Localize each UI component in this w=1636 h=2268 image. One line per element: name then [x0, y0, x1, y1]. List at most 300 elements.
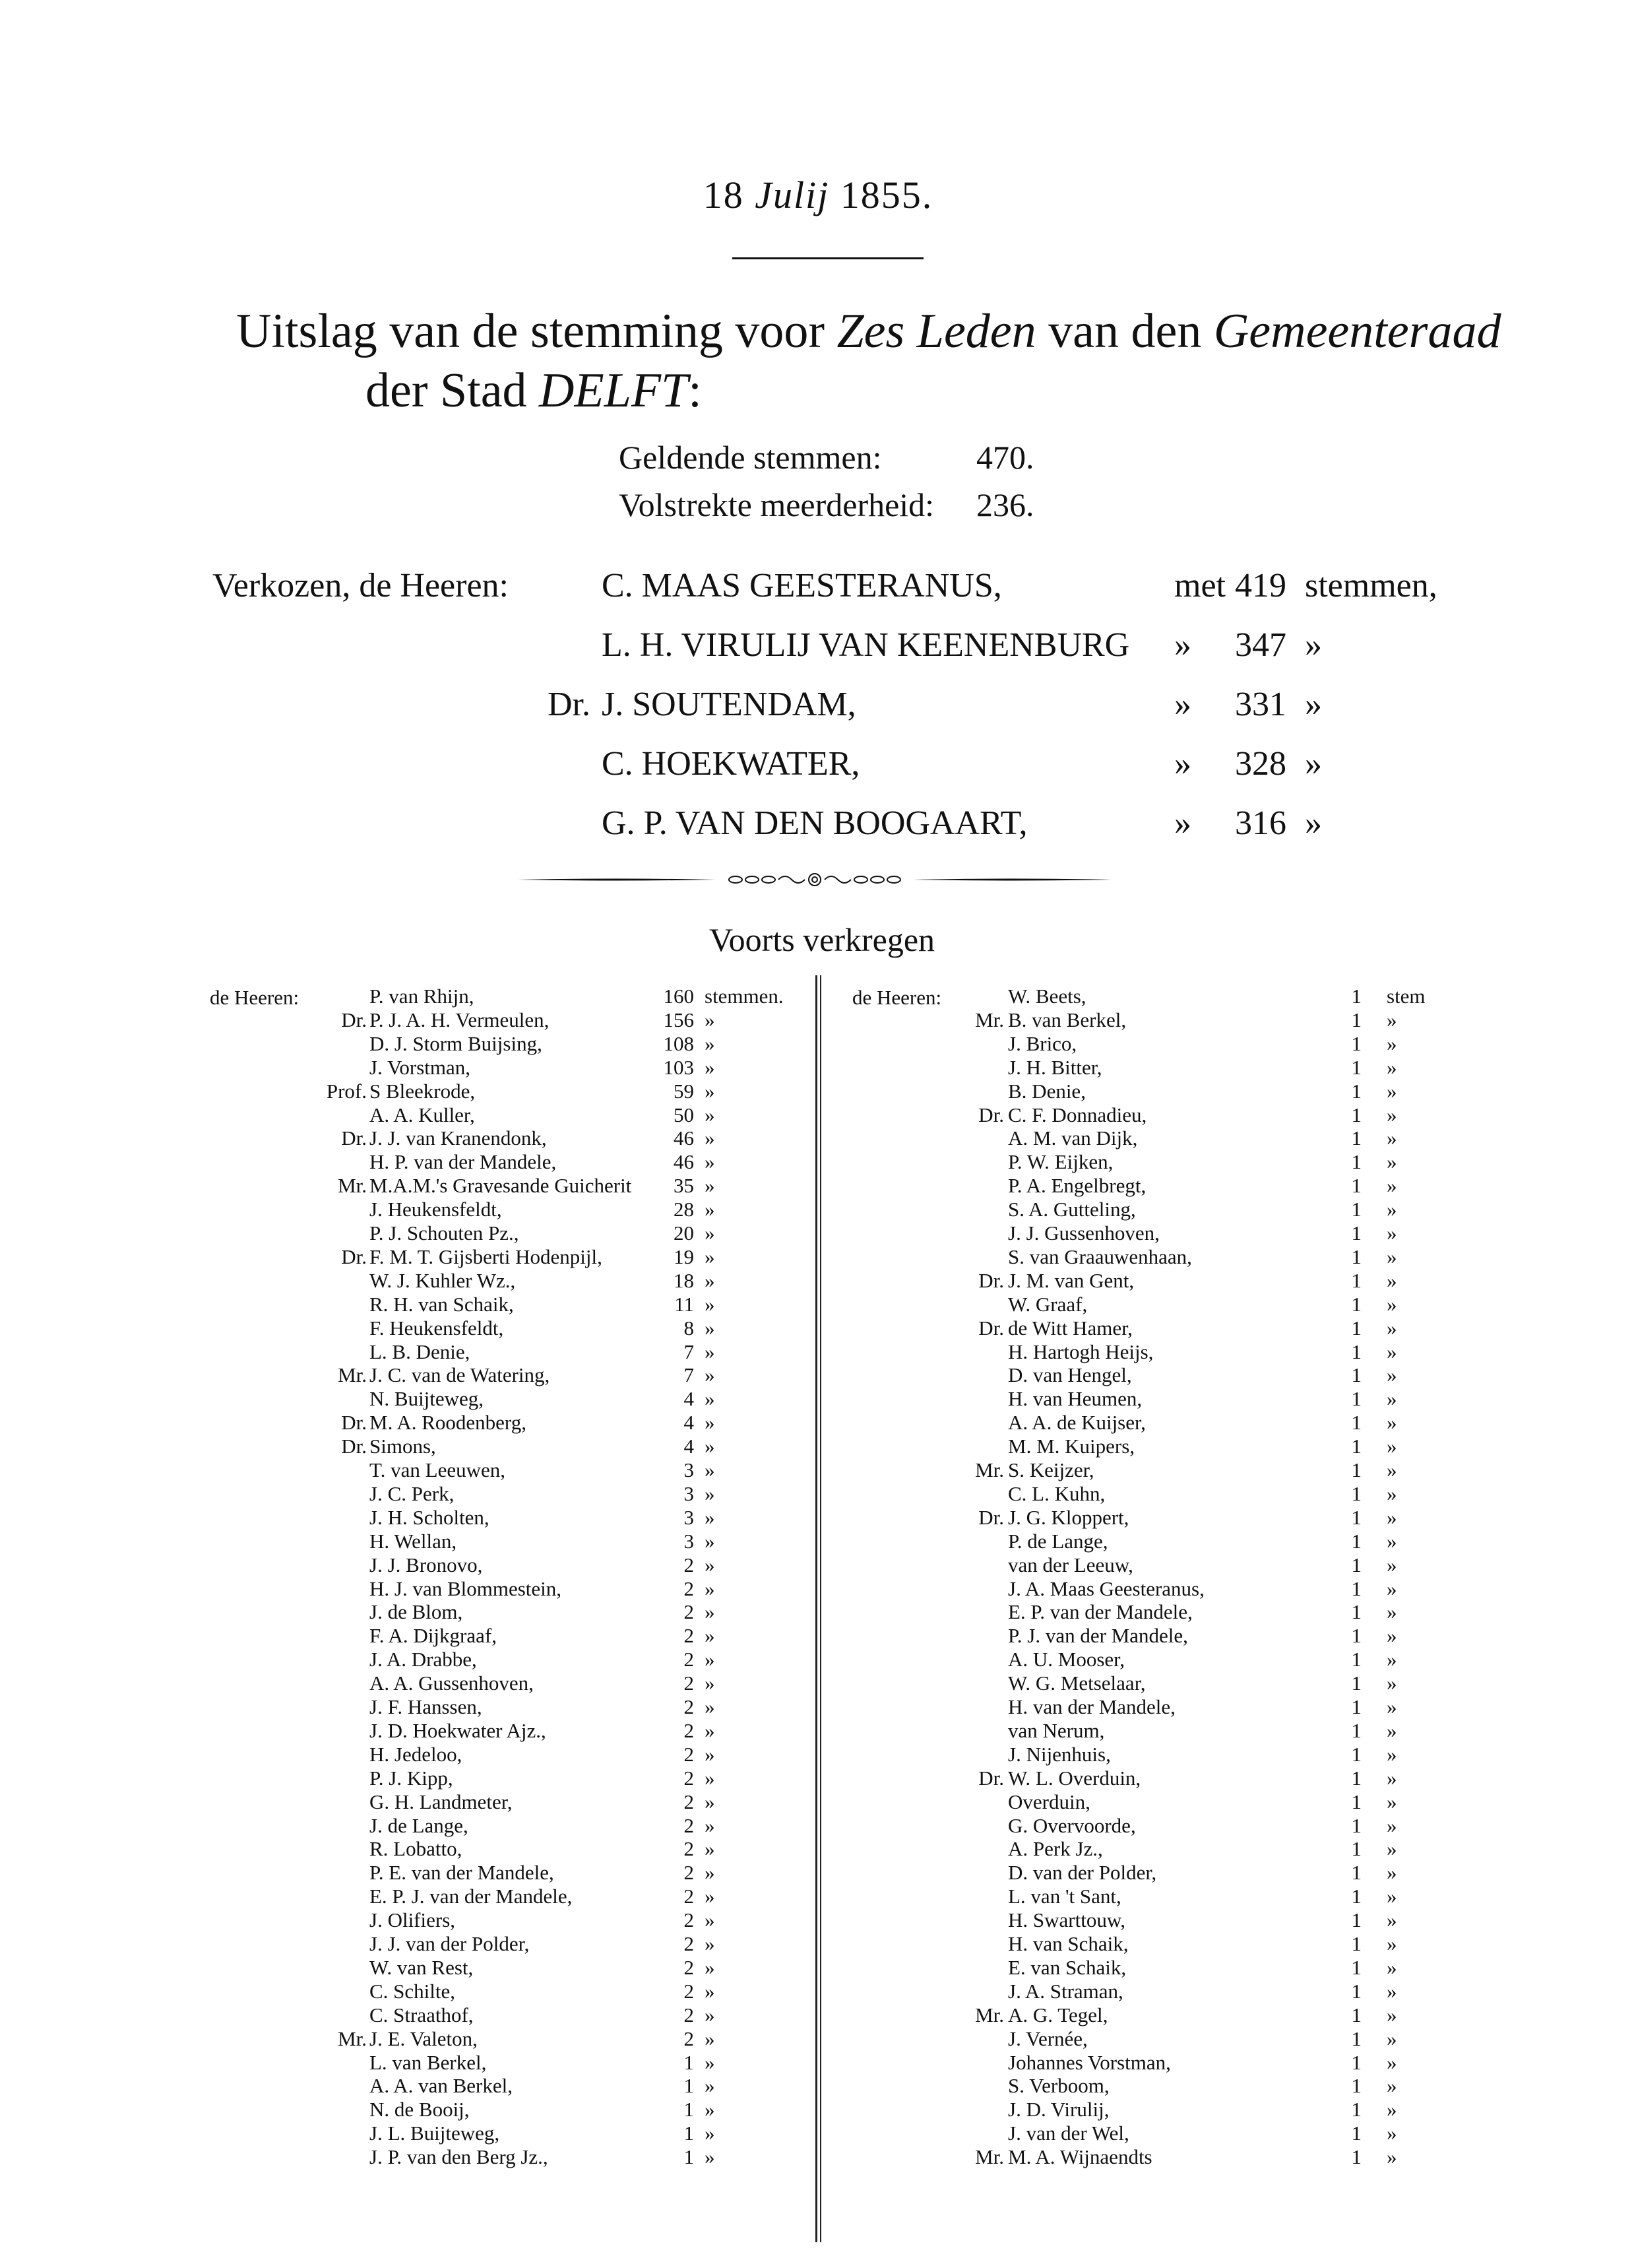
- majority-value: 236.: [976, 486, 1034, 523]
- vote-unit: »: [1387, 2074, 1397, 2098]
- vote-count: 1: [1351, 1885, 1362, 1908]
- title-prefix: Dr.: [978, 1766, 1004, 1790]
- vote-unit: »: [1387, 2098, 1397, 2122]
- vote-count: 1: [1351, 1221, 1362, 1245]
- vote-unit: »: [705, 2026, 715, 2050]
- vote-count: 20: [674, 1221, 694, 1245]
- document-title-line2: [365, 363, 702, 419]
- title-prefix: Mr.: [338, 2026, 367, 2050]
- title-prefix: Dr.: [341, 1008, 367, 1031]
- title-prefix: Dr.: [341, 1411, 367, 1435]
- vote-count: 35: [674, 1174, 694, 1198]
- list-item: [0, 1150, 1636, 1174]
- vote-count: 46: [674, 1126, 694, 1150]
- vote-unit: »: [1387, 2050, 1397, 2074]
- vote-count: 1: [1351, 1648, 1362, 1671]
- candidate-name: H. van Schaik,: [1008, 1932, 1129, 1955]
- vote-count: 2: [683, 1695, 694, 1718]
- elected-marker: »: [1174, 686, 1191, 723]
- candidate-name: M.A.M.'s Gravesande Guicherit: [369, 1174, 632, 1198]
- title-prefix: Dr.: [978, 1103, 1004, 1126]
- vote-unit: »: [705, 1458, 715, 1481]
- candidate-name: C. Schilte,: [369, 1979, 456, 2003]
- vote-count: 1: [1351, 1790, 1362, 1813]
- document-title: [236, 304, 1501, 360]
- vote-unit: »: [1387, 1363, 1397, 1387]
- vote-count: 28: [674, 1198, 694, 1221]
- vote-count: 1: [683, 2145, 694, 2169]
- vote-unit: »: [705, 1268, 715, 1292]
- vote-count: 1: [1351, 1955, 1362, 1979]
- candidate-name: P. J. Kipp,: [369, 1766, 453, 1790]
- vote-unit: »: [705, 2003, 715, 2026]
- candidate-name: M. A. Wijnaendts: [1008, 2145, 1152, 2169]
- vote-count: 1: [683, 2074, 694, 2098]
- vote-unit: »: [705, 1031, 715, 1055]
- elected-votes: 347: [1235, 626, 1286, 664]
- candidate-name: L. B. Denie,: [369, 1340, 470, 1363]
- vote-unit: »: [705, 1340, 715, 1363]
- elected-name: C. HOEKWATER,: [602, 745, 860, 783]
- vote-unit: »: [1387, 1316, 1397, 1340]
- list-item: [0, 1174, 1636, 1198]
- candidate-name: J. C. Perk,: [369, 1481, 455, 1505]
- title-italic2: Gemeenteraad: [1213, 304, 1501, 358]
- candidate-name: H. Hartogh Heijs,: [1008, 1340, 1154, 1363]
- vote-count: 1: [1351, 1718, 1362, 1742]
- document-date: [0, 173, 1636, 217]
- candidate-name: de Witt Hamer,: [1008, 1316, 1133, 1340]
- list-item: [0, 2027, 1636, 2051]
- vote-unit: »: [705, 1198, 715, 1221]
- vote-unit: »: [1387, 2026, 1397, 2050]
- candidate-name: L. van Berkel,: [369, 2050, 487, 2074]
- list-item: [0, 1221, 1636, 1245]
- candidate-name: J. J. Bronovo,: [369, 1553, 483, 1576]
- vote-count: 46: [674, 1150, 694, 1174]
- vote-unit: »: [1387, 1576, 1397, 1600]
- vote-count: 1: [1351, 1031, 1362, 1055]
- list-item: [0, 1411, 1636, 1435]
- candidate-name: van der Leeuw,: [1008, 1553, 1133, 1576]
- title-prefix: Mr.: [338, 1363, 367, 1387]
- list-item: [0, 1435, 1636, 1458]
- left-column-label: de Heeren:: [210, 986, 299, 1009]
- vote-unit: »: [1387, 1481, 1397, 1505]
- candidate-name: A. A. Kuller,: [369, 1103, 475, 1126]
- vote-unit: »: [1387, 1671, 1397, 1695]
- list-item: [0, 1908, 1636, 1932]
- list-item: [0, 1008, 1636, 1032]
- date-year: 1855.: [840, 174, 933, 216]
- vote-count: 1: [1351, 1435, 1362, 1458]
- candidate-name: J. C. van de Watering,: [369, 1363, 550, 1387]
- list-item: [0, 2098, 1636, 2122]
- vote-unit: »: [705, 1553, 715, 1576]
- vote-count: 1: [1351, 1481, 1362, 1505]
- candidate-name: W. J. Kuhler Wz.,: [369, 1268, 516, 1292]
- vote-count: 1: [1351, 1103, 1362, 1126]
- vote-count: 1: [1351, 985, 1362, 1008]
- vote-count: 11: [674, 1292, 694, 1316]
- list-item: [0, 1671, 1636, 1695]
- list-item: [0, 1269, 1636, 1293]
- candidate-name: J. Heukensfeldt,: [369, 1198, 502, 1221]
- title-prefix: Mr.: [975, 2003, 1004, 2026]
- candidate-name: J. Nijenhuis,: [1008, 1742, 1111, 1766]
- elected-marker: met: [1174, 567, 1226, 604]
- vote-unit: »: [1387, 1648, 1397, 1671]
- vote-count: 1: [1351, 1316, 1362, 1340]
- vote-count: 7: [683, 1340, 694, 1363]
- candidate-name: H. van der Mandele,: [1008, 1695, 1176, 1718]
- vote-count: 2: [683, 1790, 694, 1813]
- vote-count: 1: [1351, 2050, 1362, 2074]
- candidate-name: J. H. Scholten,: [369, 1505, 489, 1529]
- vote-count: 3: [683, 1481, 694, 1505]
- vote-unit: »: [1387, 1387, 1397, 1411]
- vote-unit: »: [705, 2074, 715, 2098]
- vote-unit: »: [705, 1245, 715, 1268]
- elected-votes: 316: [1235, 804, 1286, 842]
- title-prefix: Dr.: [978, 1505, 1004, 1529]
- vote-unit: »: [1387, 1411, 1397, 1435]
- vote-count: 1: [1351, 1126, 1362, 1150]
- vote-count: 1: [1351, 2098, 1362, 2122]
- vote-unit: »: [705, 1955, 715, 1979]
- list-item: [0, 1648, 1636, 1671]
- vote-count: 1: [1351, 1387, 1362, 1411]
- vote-count: 1: [1351, 1150, 1362, 1174]
- candidate-name: J. A. Drabbe,: [369, 1648, 477, 1671]
- list-item: [0, 1363, 1636, 1387]
- elected-name: J. SOUTENDAM,: [602, 686, 856, 723]
- candidate-name: J. L. Buijteweg,: [369, 2122, 500, 2145]
- vote-unit: »: [1387, 1624, 1397, 1648]
- vote-unit: »: [705, 2050, 715, 2074]
- list-item: [0, 2074, 1636, 2098]
- list-item: [0, 1506, 1636, 1530]
- vote-unit: »: [1387, 1340, 1397, 1363]
- elected-name: G. P. VAN DEN BOOGAART,: [602, 804, 1028, 842]
- vote-count: 1: [1351, 2145, 1362, 2169]
- vote-unit: »: [1387, 1031, 1397, 1055]
- vote-count: 3: [683, 1458, 694, 1481]
- list-item: [0, 1482, 1636, 1506]
- vote-count: 1: [1351, 1340, 1362, 1363]
- list-item: [0, 1316, 1636, 1340]
- list-item: [0, 2122, 1636, 2145]
- vote-unit: stemmen.: [705, 985, 784, 1008]
- vote-unit: »: [1387, 1979, 1397, 2003]
- vote-unit: »: [705, 1481, 715, 1505]
- candidate-name: H. Wellan,: [369, 1529, 457, 1553]
- vote-unit: »: [705, 1363, 715, 1387]
- vote-count: 2: [683, 2026, 694, 2050]
- vote-unit: »: [705, 1079, 715, 1103]
- list-item: [0, 1932, 1636, 1956]
- candidate-name: R. Lobatto,: [369, 1837, 462, 1861]
- candidate-name: J. Olifiers,: [369, 1908, 456, 1932]
- candidate-name: W. Graaf,: [1008, 1292, 1088, 1316]
- vote-count: 1: [1351, 1008, 1362, 1031]
- elected-name: C. MAAS GEESTERANUS,: [602, 567, 1002, 604]
- title-prefix: Dr.: [341, 1435, 367, 1458]
- vote-unit: »: [1387, 1292, 1397, 1316]
- vote-count: 2: [683, 1576, 694, 1600]
- vote-unit: »: [705, 1695, 715, 1718]
- title-prefix: Prof.: [326, 1079, 367, 1103]
- vote-unit: »: [1387, 2145, 1397, 2169]
- candidate-name: G. H. Landmeter,: [369, 1790, 513, 1813]
- candidate-name: W. G. Metselaar,: [1008, 1671, 1146, 1695]
- list-item: [0, 1530, 1636, 1553]
- vote-count: 1: [1351, 1624, 1362, 1648]
- candidate-name: A. A. Gussenhoven,: [369, 1671, 534, 1695]
- vote-unit: »: [705, 1648, 715, 1671]
- vote-unit: »: [705, 1718, 715, 1742]
- list-item: [0, 1080, 1636, 1103]
- elected-votes: 328: [1235, 745, 1286, 783]
- vote-count: 2: [683, 2003, 694, 2026]
- vote-unit: »: [1387, 1055, 1397, 1079]
- vote-unit: »: [1387, 1529, 1397, 1553]
- elected-marker: »: [1174, 626, 1191, 664]
- elected-label: Verkozen, de Heeren:: [212, 567, 509, 604]
- candidate-name: J. M. van Gent,: [1008, 1268, 1135, 1292]
- title-prefix: Dr.: [341, 1245, 367, 1268]
- vote-unit: »: [705, 1576, 715, 1600]
- vote-unit: »: [705, 1932, 715, 1955]
- vote-unit: »: [705, 1292, 715, 1316]
- vote-unit: »: [705, 2145, 715, 2169]
- vote-count: 160: [663, 985, 694, 1008]
- vote-count: 1: [1351, 1861, 1362, 1885]
- list-item: [0, 1293, 1636, 1316]
- list-item: [0, 1956, 1636, 1980]
- vote-unit: »: [705, 1885, 715, 1908]
- header-divider: [732, 257, 924, 259]
- vote-unit: »: [705, 1979, 715, 2003]
- vote-count: 2: [683, 1813, 694, 1837]
- vote-unit: »: [705, 1861, 715, 1885]
- vote-count: 1: [1351, 1529, 1362, 1553]
- vote-count: 1: [1351, 1363, 1362, 1387]
- vote-count: 1: [1351, 1932, 1362, 1955]
- list-item: [0, 1719, 1636, 1743]
- vote-unit: »: [1387, 1174, 1397, 1198]
- vote-unit: »: [705, 1435, 715, 1458]
- title-prefix: Mr.: [975, 1458, 1004, 1481]
- candidate-name: F. A. Dijkgraaf,: [369, 1624, 497, 1648]
- candidate-name: L. van 't Sant,: [1008, 1885, 1121, 1908]
- vote-unit: »: [1387, 1932, 1397, 1955]
- vote-unit: »: [1387, 2003, 1397, 2026]
- vote-unit: »: [1387, 1742, 1397, 1766]
- vote-count: 50: [674, 1103, 694, 1126]
- list-item: [0, 1695, 1636, 1719]
- candidate-name: J. Vernée,: [1008, 2026, 1088, 2050]
- vote-unit: »: [1387, 1458, 1397, 1481]
- vote-unit: »: [705, 1766, 715, 1790]
- candidate-name: B. Denie,: [1008, 1079, 1086, 1103]
- candidate-name: M. M. Kuipers,: [1008, 1435, 1135, 1458]
- valid-votes-value: 470.: [976, 439, 1034, 476]
- candidate-name: H. P. van der Mandele,: [369, 1150, 557, 1174]
- vote-unit: »: [1387, 1908, 1397, 1932]
- vote-count: 19: [674, 1245, 694, 1268]
- vote-count: 1: [1351, 1292, 1362, 1316]
- vote-count: 1: [1351, 1411, 1362, 1435]
- candidate-name: J. Vorstman,: [369, 1055, 471, 1079]
- vote-unit: »: [1387, 1837, 1397, 1861]
- vote-count: 1: [1351, 1268, 1362, 1292]
- candidate-name: J. A. Maas Geesteranus,: [1008, 1576, 1205, 1600]
- vote-count: 2: [683, 1837, 694, 1861]
- ornamental-divider: [518, 870, 1112, 890]
- candidate-name: E. P. J. van der Mandele,: [369, 1885, 573, 1908]
- candidate-name: P. W. Eijken,: [1008, 1150, 1114, 1174]
- list-item: [0, 2003, 1636, 2027]
- candidate-name: J. de Blom,: [369, 1600, 463, 1624]
- list-item: [0, 1458, 1636, 1482]
- vote-unit: »: [705, 1055, 715, 1079]
- candidate-name: Johannes Vorstman,: [1008, 2050, 1171, 2074]
- vote-count: 2: [683, 1648, 694, 1671]
- candidate-name: D. van Hengel,: [1008, 1363, 1132, 1387]
- vote-count: 103: [663, 1055, 694, 1079]
- vote-count: 4: [683, 1435, 694, 1458]
- vote-count: 2: [683, 1955, 694, 1979]
- vote-unit: »: [705, 1813, 715, 1837]
- candidate-name: P. de Lange,: [1008, 1529, 1108, 1553]
- vote-unit: »: [1387, 1126, 1397, 1150]
- candidate-name: A. A. de Kuijser,: [1008, 1411, 1146, 1435]
- candidate-name: J. van der Wel,: [1008, 2122, 1129, 2145]
- vote-count: 2: [683, 1861, 694, 1885]
- vote-unit: »: [705, 1908, 715, 1932]
- vote-count: 1: [1351, 1576, 1362, 1600]
- vote-unit: »: [1387, 1008, 1397, 1031]
- candidate-name: J. J. van der Polder,: [369, 1932, 530, 1955]
- candidate-name: C. F. Donnadieu,: [1008, 1103, 1147, 1126]
- candidate-name: R. H. van Schaik,: [369, 1292, 514, 1316]
- elected-marker: »: [1174, 804, 1191, 842]
- elected-unit: »: [1305, 686, 1322, 723]
- vote-unit: »: [1387, 2122, 1397, 2145]
- candidate-name: P. E. van der Mandele,: [369, 1861, 554, 1885]
- vote-count: 2: [683, 1600, 694, 1624]
- vote-count: 2: [683, 1718, 694, 1742]
- candidate-name: W. Beets,: [1008, 985, 1086, 1008]
- vote-unit: »: [1387, 1718, 1397, 1742]
- vote-count: 4: [683, 1411, 694, 1435]
- list-item: [0, 1624, 1636, 1648]
- valid-votes-label: Geldende stemmen:: [619, 439, 882, 476]
- vote-unit: »: [705, 1316, 715, 1340]
- list-item: [0, 1126, 1636, 1150]
- vote-unit: »: [705, 1790, 715, 1813]
- vote-unit: »: [705, 1103, 715, 1126]
- title-line2-suffix: :: [688, 364, 702, 418]
- candidate-name: J. D. Hoekwater Ajz.,: [369, 1718, 546, 1742]
- candidate-name: T. van Leeuwen,: [369, 1458, 505, 1481]
- vote-count: 18: [674, 1268, 694, 1292]
- candidate-name: D. van der Polder,: [1008, 1861, 1157, 1885]
- candidate-name: C. L. Kuhn,: [1008, 1481, 1106, 1505]
- candidate-name: J. Brico,: [1008, 1031, 1077, 1055]
- vote-unit: »: [1387, 1790, 1397, 1813]
- vote-count: 2: [683, 1885, 694, 1908]
- candidate-name: S. van Graauwenhaan,: [1008, 1245, 1192, 1268]
- vote-unit: »: [1387, 1435, 1397, 1458]
- date-day: 18: [703, 174, 744, 216]
- candidate-name: E. P. van der Mandele,: [1008, 1600, 1193, 1624]
- vote-count: 1: [1351, 1505, 1362, 1529]
- candidate-name: H. Swarttouw,: [1008, 1908, 1125, 1932]
- vote-count: 59: [674, 1079, 694, 1103]
- vote-count: 1: [1351, 2003, 1362, 2026]
- vote-count: 1: [1351, 1695, 1362, 1718]
- vote-count: 1: [1351, 1198, 1362, 1221]
- elected-votes: 331: [1235, 686, 1286, 723]
- title-prefix: Mr.: [975, 2145, 1004, 2169]
- vote-count: 2: [683, 1624, 694, 1648]
- candidate-name: A. U. Mooser,: [1008, 1648, 1125, 1671]
- vote-count: 1: [683, 2122, 694, 2145]
- candidate-name: S. Verboom,: [1008, 2074, 1110, 2098]
- list-item: [0, 1340, 1636, 1364]
- vote-unit: »: [705, 1008, 715, 1031]
- list-item: [0, 1387, 1636, 1411]
- candidate-name: P. A. Engelbregt,: [1008, 1174, 1147, 1198]
- candidate-name: A. M. van Dijk,: [1008, 1126, 1138, 1150]
- vote-count: 1: [1351, 1245, 1362, 1268]
- list-item: [0, 1766, 1636, 1790]
- candidate-name: P. van Rhijn,: [369, 985, 474, 1008]
- elected-unit: »: [1305, 745, 1322, 783]
- vote-unit: stem: [1387, 985, 1426, 1008]
- candidate-name: J. J. Gussenhoven,: [1008, 1221, 1160, 1245]
- candidate-name: G. Overvoorde,: [1008, 1813, 1136, 1837]
- candidate-name: S. A. Gutteling,: [1008, 1198, 1136, 1221]
- vote-count: 1: [1351, 1671, 1362, 1695]
- vote-unit: »: [1387, 1861, 1397, 1885]
- vote-unit: »: [705, 1600, 715, 1624]
- candidate-name: J. G. Kloppert,: [1008, 1505, 1129, 1529]
- vote-count: 1: [1351, 1908, 1362, 1932]
- vote-count: 1: [1351, 1766, 1362, 1790]
- vote-count: 1: [1351, 1837, 1362, 1861]
- list-item: [0, 1245, 1636, 1269]
- list-item: [0, 1103, 1636, 1127]
- elected-unit: stemmen,: [1305, 567, 1437, 604]
- candidate-name: C. Straathof,: [369, 2003, 474, 2026]
- vote-count: 1: [1351, 1813, 1362, 1837]
- candidate-name: J. A. Straman,: [1008, 1979, 1123, 2003]
- vote-unit: »: [705, 1671, 715, 1695]
- majority-label: Volstrekte meerderheid:: [619, 486, 935, 523]
- list-item: [0, 1837, 1636, 1861]
- vote-count: 2: [683, 1979, 694, 2003]
- list-item: [0, 1577, 1636, 1601]
- right-column-label: de Heeren:: [852, 986, 942, 1009]
- candidate-name: J. P. van den Berg Jz.,: [369, 2145, 548, 2169]
- candidate-name: J. F. Hanssen,: [369, 1695, 482, 1718]
- list-item: [0, 1790, 1636, 1814]
- vote-count: 1: [1351, 1174, 1362, 1198]
- vote-unit: »: [1387, 1813, 1397, 1837]
